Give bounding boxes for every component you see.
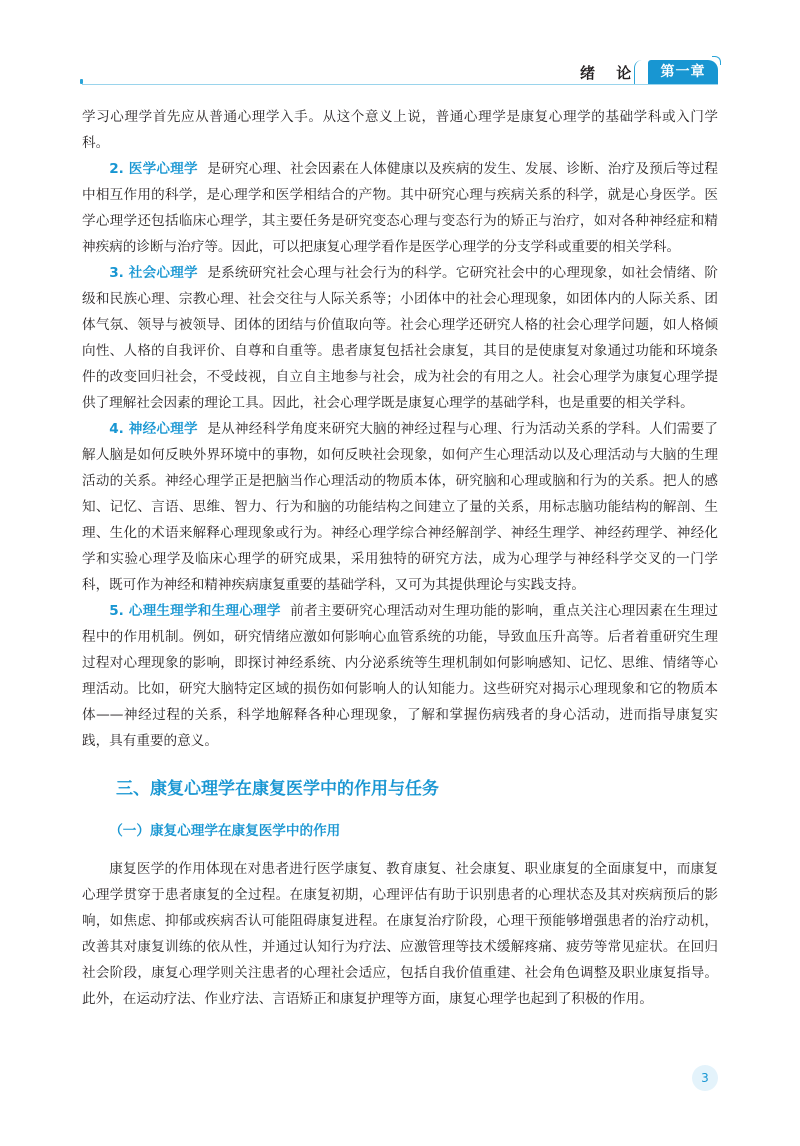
page-number: 3 (692, 1065, 718, 1091)
term-social-psychology: 3. 社会心理学 (109, 265, 198, 281)
section-subheading: （一）康复心理学在康复医学中的作用 (109, 823, 341, 839)
chapter-label: 第一章 (648, 60, 718, 84)
term-neuropsychology: 4. 神经心理学 (109, 421, 198, 437)
paragraph-medical-psychology (82, 156, 718, 260)
header-rule (82, 84, 718, 85)
paragraph-text: 是系统研究社会心理与社会行为的科学。它研究社会中的心理现象，如社会情绪、阶级和民族心理、宗教心理、社会交往与人际关系等；小团体中的社会心理现象，如团体内的人际关系、团体气氛、领导与被领导、团体的团结与价值取向等。社会心理学还研究人格的社会心理学问题，如人格倾向性、人格的自我评价、自尊和自重等。患者康复包括社会康复，其目的是使康复对象通过功能和环境条件的改变回归社会，不受歧视，自立自主地参与社会，成为社会的有用之人。社会心理学为康复心理学提供了理解社会因素的理论工具。因此，社会心理学既是康复心理学的基础学科，也是重要的相关学科。 (82, 265, 718, 411)
paragraph-text: 是从神经科学角度来研究大脑的神经过程与心理、行为活动关系的学科。人们需要了解人脑是如何反映外界环境中的事物，如何反映社会现象，如何产生心理活动以及心理活动与大脑的生理活动的关系。神经心理学正是把脑当作心理活动的物质本体，研究脑和心理或脑和行为的关系。把人的感知、记忆、言语、思维、智力、行为和脑的功能结构之间建立了量的关系，用标志脑功能结构的解剖、生理、生化的术语来解释心理现象或行为。神经心理学综合神经解剖学、神经生理学、神经药理学、神经化学和实验心理学及临床心理学的研究成果，采用独特的研究方法，成为心理学与神经科学交叉的一门学科，既可作为神经和精神疾病康复重要的基础学科，又可为其提供理论与实践支持。 (82, 421, 718, 593)
paragraph-text: 前者主要研究心理活动对生理功能的影响，重点关注心理因素在生理过程中的作用机制。例如，研究情绪应激如何影响心血管系统的功能，导致血压升高等。后者着重研究生理过程对心理现象的影响，即探讨神经系统、内分泌系统等生理机制如何影响感知、记忆、思维、情绪等心理活动。比如，研究大脑特定区域的损伤如何影响人的认知能力。这些研究对揭示心理现象和它的物质本体——神经过程的关系，科学地解释各种心理现象，了解和掌握伤病残者的身心活动，进而指导康复实践，具有重要的意义。 (82, 603, 719, 749)
page-header (0, 0, 800, 100)
chapter-tab-decoration (712, 56, 721, 65)
paragraph-neuropsychology (82, 416, 718, 598)
term-physiological-psychology: 5. 心理生理学和生理心理学 (109, 603, 281, 619)
paragraph-general-psychology: 学习心理学首先应从普通心理学入手。从这个意义上说，普通心理学是康复心理学的基础学科或入门学科。 (82, 109, 718, 151)
paragraph-text: 是研究心理、社会因素在人体健康以及疾病的发生、发展、诊断、治疗及预后等过程中相互作用的科学，是心理学和医学相结合的产物。其中研究心理与疾病关系的科学，就是心身医学。医学心理学还包括临床心理学，其主要任务是研究变态心理与变态行为的矫正与治疗，如对各种神经症和精神疾病的诊断与治疗等。因此，可以把康复心理学看作是医学心理学的分支学科或重要的相关学科。 (82, 161, 718, 255)
chapter-separator (634, 60, 645, 84)
page-body (82, 104, 718, 1012)
paragraph-physiological-psychology (82, 598, 718, 754)
term-medical-psychology: 2. 医学心理学 (109, 161, 198, 177)
chapter-title: 绪 论 (580, 64, 640, 82)
paragraph-rehab-role: 康复医学的作用体现在对患者进行医学康复、教育康复、社会康复、职业康复的全面康复中，而康复心理学贯穿于患者康复的全过程。在康复初期，心理评估有助于识别患者的心理状态及其对疾病预后的影响，如焦虑、抑郁或疾病否认可能阻碍康复进程。在康复治疗阶段，心理干预能够增强患者的治疗动机，改善其对康复训练的依从性，并通过认知行为疗法、应激管理等技术缓解疼痛、疲劳等常见症状。在回归社会阶段，康复心理学则关注患者的心理社会适应，包括自我价值重建、社会角色调整及职业康复指导。此外，在运动疗法、作业疗法、言语矫正和康复护理等方面，康复心理学也起到了积极的作用。 (82, 861, 718, 1007)
paragraph-social-psychology (82, 260, 718, 416)
section-heading: 三、康复心理学在康复医学中的作用与任务 (116, 779, 439, 799)
